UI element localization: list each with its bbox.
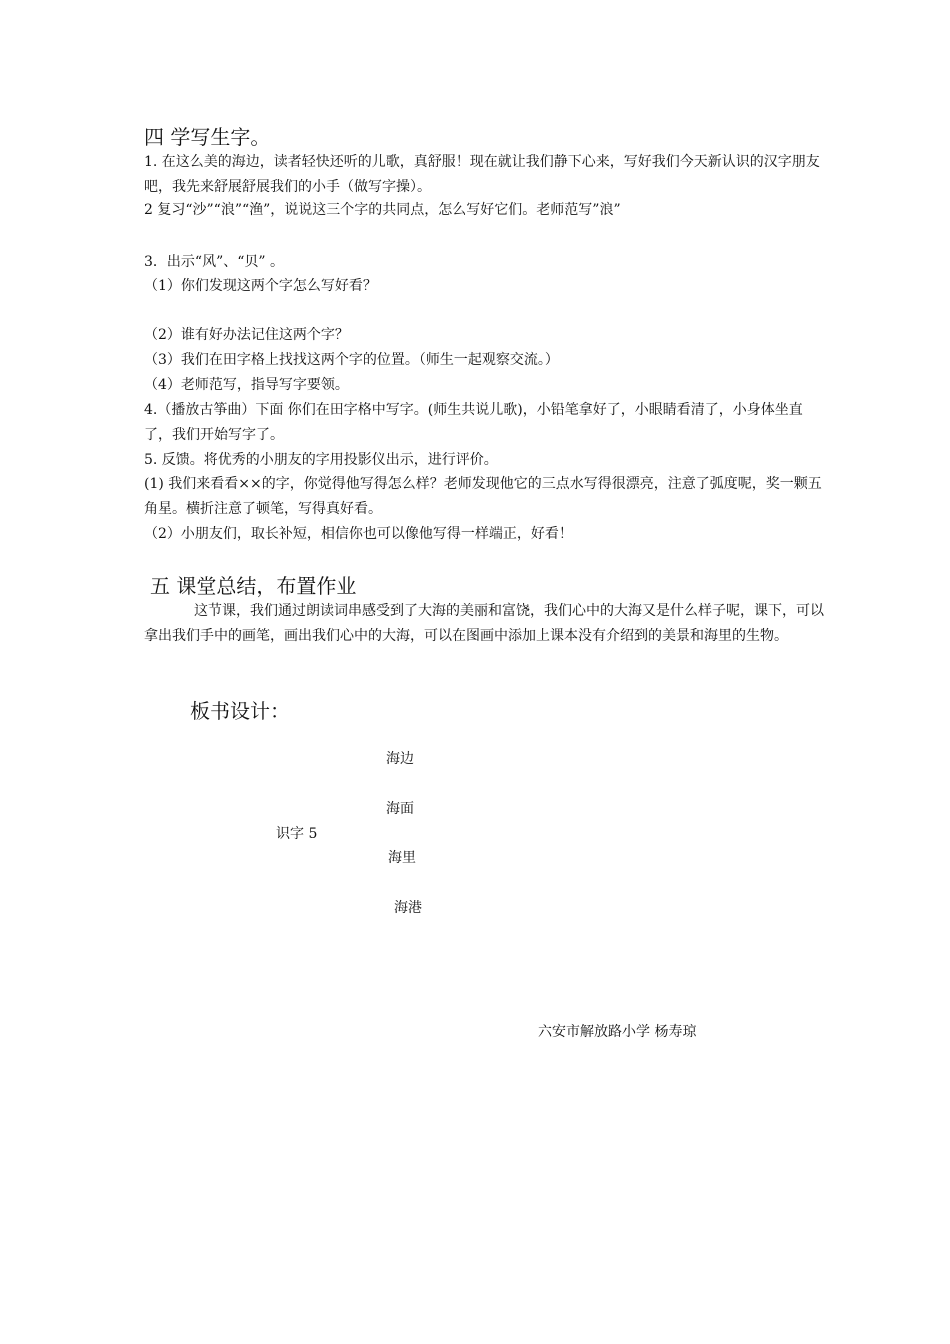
section4-item-5-2: （2）小朋友们，取长补短，相信你也可以像他写得一样端正，好看！ (144, 526, 573, 542)
section5-paragraph-1: 这节课，我们通过朗读词串感受到了大海的美丽和富饶，我们心中的大海又是什么样子呢，课下，可以拿出我们手中的画笔，画出我们心中的大海，可以在图画中添加上课本没有介绍到的美景和海里的生物。 (144, 603, 824, 644)
section4-item-3-1: （1）你们发现这两个字怎么写好看？ (144, 278, 377, 294)
board-item-haimian: 海面 (386, 801, 414, 817)
section4-item-3-2: （2）谁有好办法记住这两个字？ (144, 327, 349, 343)
section4-paragraph-2: 2 复习“沙”“浪”“渔”，说说这三个字的共同点，怎么写好它们。老师范写”浪” (144, 202, 621, 218)
board-design-heading: 板书设计： (190, 699, 290, 723)
section4-paragraph-3: 3．出示“风”、“贝” 。 (144, 254, 284, 270)
author-signature: 六安市解放路小学 杨寿琼 (538, 1024, 697, 1040)
section4-paragraph-4: 4.（播放古筝曲）下面 你们在田字格中写字。(师生共说儿歌)，小铅笔拿好了，小眼睛看清了，小身体坐直了，我们开始写字了。 (144, 402, 803, 443)
section4-paragraph-1: 1. 在这么美的海边，读者轻快还听的儿歌，真舒服！现在就让我们静下心来，写好我们今天新认识的汉字朋友吧，我先来舒展舒展我们的小手（做写字操）。 (144, 154, 820, 195)
section4-item-5-1: (1) 我们来看看××的字，你觉得他写得怎么样？老师发现他它的三点水写得很漂亮，注意了弧度呢，奖一颗五角星。横折注意了顿笔，写得真好看。 (144, 476, 822, 517)
section4-item-3-3: （3）我们在田字格上找找这两个字的位置。（师生一起观察交流。） (144, 352, 559, 368)
board-item-haibian: 海边 (386, 751, 414, 767)
board-center-title: 识字 5 (276, 826, 318, 842)
section4-paragraph-5: 5. 反馈。将优秀的小朋友的字用投影仪出示，进行评价。 (144, 452, 498, 468)
section4-heading: 四 学写生字。 (144, 125, 271, 149)
board-item-haigang: 海港 (394, 900, 422, 916)
section5-heading: 五 课堂总结，布置作业 (150, 574, 357, 598)
section4-item-3-4: （4）老师范写，指导写字要领。 (144, 377, 349, 393)
board-item-haili: 海里 (388, 850, 416, 866)
